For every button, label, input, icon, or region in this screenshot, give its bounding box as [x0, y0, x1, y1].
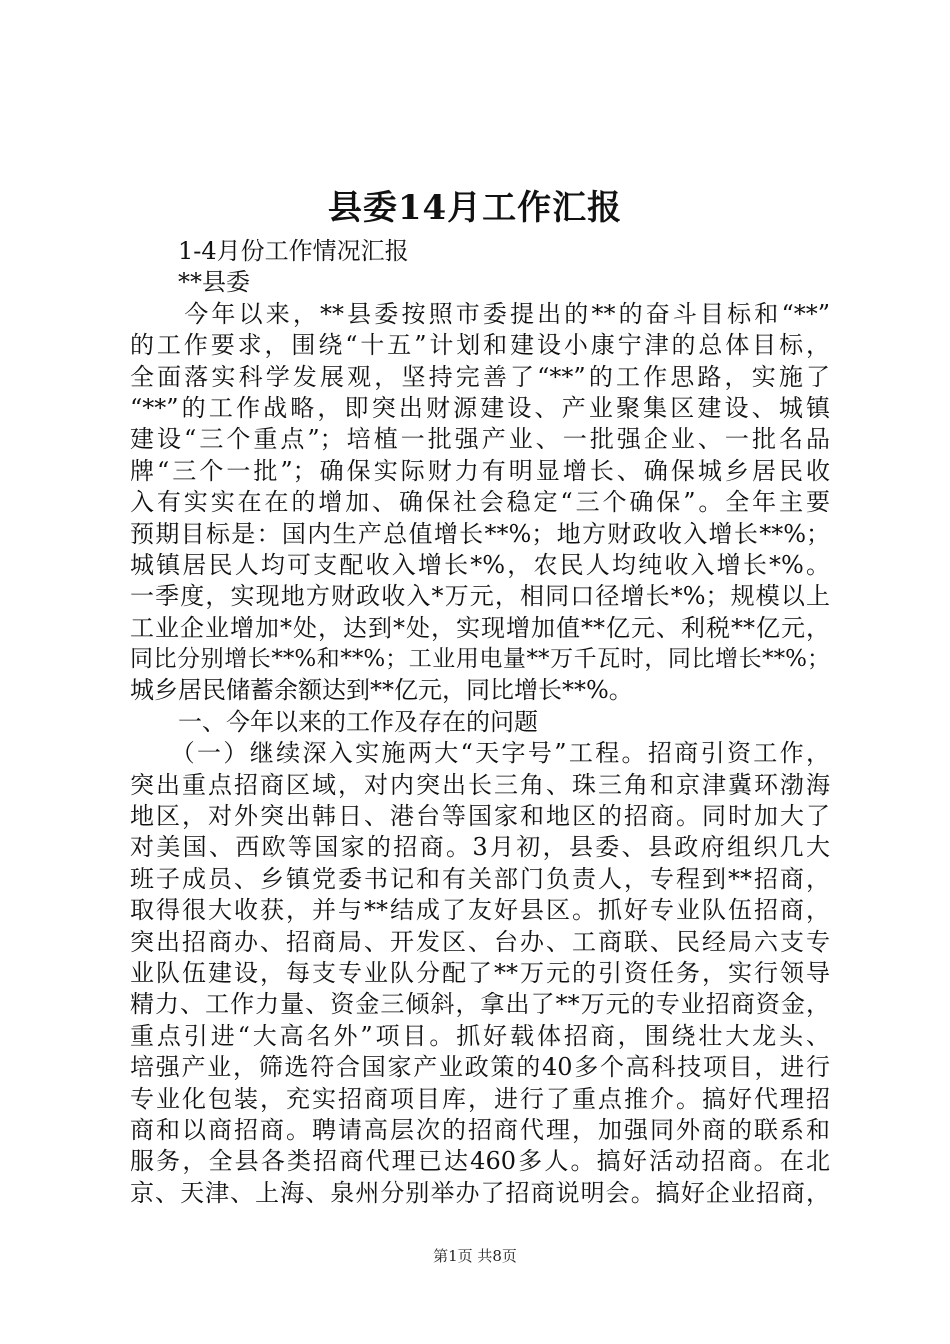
- text-line: 突出重点招商区域，对内突出长三角、珠三角和京津冀环渤海: [130, 770, 830, 799]
- text-line: 商和以商招商。聘请高层次的招商代理，加强同外商的联系和: [130, 1115, 830, 1144]
- text-line: 城乡居民储蓄余额达到**亿元，同比增长**%。: [130, 676, 633, 705]
- text-line: 建设“三个重点”；培植一批强产业、一批强企业、一批名品: [130, 425, 830, 454]
- text-line: 取得很大收获，并与**结成了友好县区。抓好专业队伍招商，: [130, 896, 830, 925]
- text-line: 重点引进“大高名外”项目。抓好载体招商，围绕壮大龙头、: [130, 1021, 830, 1050]
- text-line: 服务，全县各类招商代理已达460多人。搞好活动招商。在北: [130, 1147, 830, 1176]
- document-title: 县委14月工作汇报: [327, 188, 623, 228]
- text-line: 1-4月份工作情况汇报: [130, 237, 409, 265]
- text-line: 城镇居民人均可支配收入增长*%，农民人均纯收入增长*%。: [130, 550, 830, 579]
- text-line: 牌“三个一批”；确保实际财力有明显增长、确保城乡居民收: [130, 456, 830, 485]
- text-line: 全面落实科学发展观，坚持完善了“**”的工作思路，实施了: [130, 362, 830, 391]
- text-line: 对美国、西欧等国家的招商。3月初，县委、县政府组织几大: [130, 833, 830, 862]
- text-line: 预期目标是：国内生产总值增长**%；地方财政收入增长**%；: [130, 519, 830, 548]
- text-line: 培强产业，筛选符合国家产业政策的40多个高科技项目，进行: [130, 1053, 830, 1082]
- page-footer: 第1页 共8页: [433, 1247, 517, 1265]
- text-line: 地区，对外突出韩日、港台等国家和地区的招商。同时加大了: [130, 802, 830, 831]
- text-line: （一）继续深入实施两大“天字号”工程。招商引资工作，: [130, 739, 830, 768]
- text-line: 专业化包装，充实招商项目库，进行了重点推介。搞好代理招: [130, 1084, 830, 1113]
- text-line: 业队伍建设，每支专业队分配了**万元的引资任务，实行领导: [130, 958, 830, 987]
- text-line: 的工作要求，围绕“十五”计划和建设小康宁津的总体目标，: [130, 331, 830, 360]
- text-line: 一、今年以来的工作及存在的问题: [130, 707, 538, 736]
- text-line: 班子成员、乡镇党委书记和有关部门负责人，专程到**招商，: [130, 864, 830, 893]
- text-line: **县委: [130, 268, 250, 297]
- text-line: 同比分别增长**%和**%；工业用电量**万千瓦时，同比增长**%；: [130, 646, 830, 673]
- text-line: 工业企业增加*处，达到*处，实现增加值**亿元、利税**亿元，: [130, 613, 830, 642]
- text-line: 精力、工作力量、资金三倾斜，拿出了**万元的专业招商资金，: [130, 990, 830, 1019]
- text-line: 一季度，实现地方财政收入*万元，相同口径增长*%；规模以上: [130, 582, 830, 611]
- document-body: [130, 236, 830, 1209]
- text-line: 京、天津、上海、泉州分别举办了招商说明会。搞好企业招商，: [130, 1178, 830, 1207]
- text-line: 今年以来，**县委按照市委提出的**的奋斗目标和“**”: [130, 299, 830, 328]
- text-line: “**”的工作战略，即突出财源建设、产业聚集区建设、城镇: [130, 393, 830, 422]
- text-line: 入有实实在在的增加、确保社会稳定“三个确保”。全年主要: [130, 488, 830, 517]
- text-line: 突出招商办、招商局、开发区、台办、工商联、民经局六支专: [130, 927, 830, 956]
